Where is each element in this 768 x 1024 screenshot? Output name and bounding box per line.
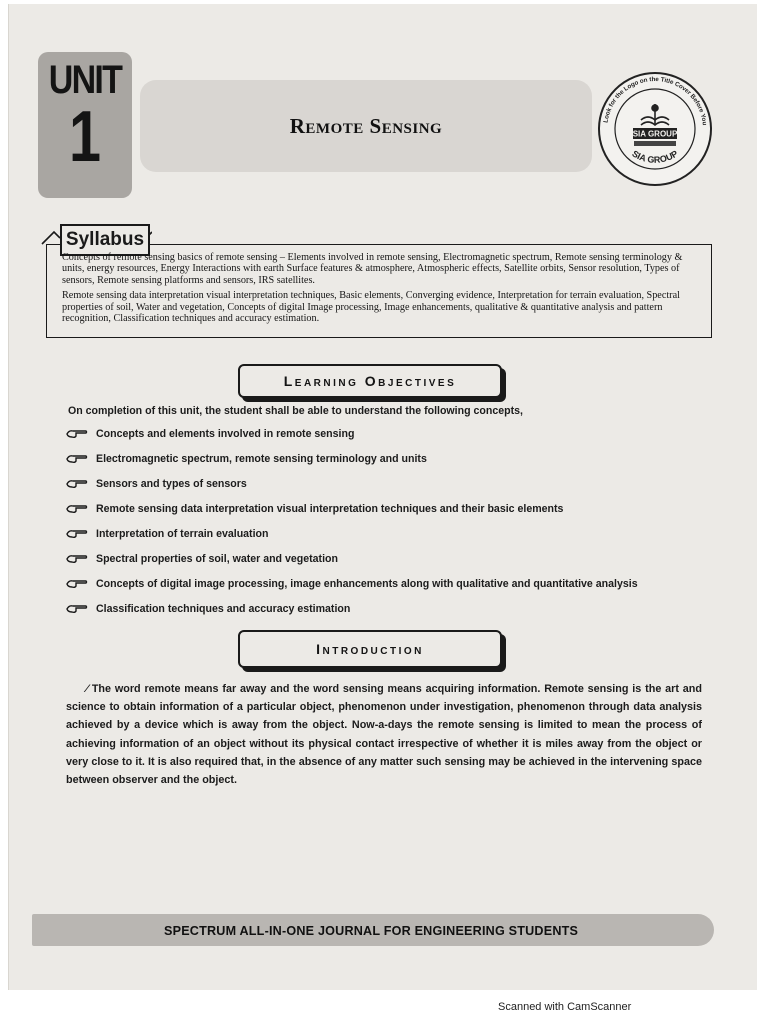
sia-group-seal-logo bbox=[596, 70, 714, 188]
unit-word: UNIT bbox=[48, 58, 122, 102]
objective-text: Interpretation of terrain evaluation bbox=[96, 528, 269, 540]
objective-text: Sensors and types of sensors bbox=[96, 478, 247, 490]
pointing-hand-icon bbox=[66, 479, 88, 489]
list-item bbox=[66, 603, 706, 628]
list-item bbox=[66, 553, 706, 578]
pointing-hand-icon bbox=[66, 579, 88, 589]
list-item bbox=[66, 578, 706, 603]
syllabus-text bbox=[62, 252, 702, 328]
pointing-hand-icon bbox=[66, 504, 88, 514]
list-item bbox=[66, 528, 706, 553]
svg-text:SIA GROUP: SIA GROUP bbox=[632, 129, 678, 139]
learning-objectives-heading: Learning Objectives bbox=[238, 364, 502, 398]
list-item bbox=[66, 478, 706, 503]
pen-tick-mark: ⁄ bbox=[86, 683, 88, 695]
syllabus-paragraph-2: Remote sensing data interpretation visual interpretation techniques, Basic elements, Converging evidence, Interpretation for terrain evaluation, Spectral properties of soil, Water and vegetation, Concepts of digital Image processing, Image enhancements, qualitative & quantitative analysis and pattern recognition, Classification techniques and accuracy estimation. bbox=[62, 290, 680, 325]
objective-text: Remote sensing data interpretation visual interpretation techniques and their basic elements bbox=[96, 503, 564, 515]
syllabus-label: Syllabus bbox=[60, 224, 150, 256]
list-item bbox=[66, 503, 706, 528]
objective-text: Spectral properties of soil, water and vegetation bbox=[96, 553, 338, 565]
chapter-title: Remote Sensing bbox=[289, 114, 443, 138]
scanner-watermark: Scanned with CamScanner bbox=[498, 1001, 632, 1013]
introduction-paragraph bbox=[66, 680, 702, 789]
svg-text:SIA GROUP: SIA GROUP bbox=[630, 148, 680, 165]
introduction-text: The word remote means far away and the word sensing means acquiring information. Remote sensing is the art and science to obtain information of a particular object, phenomenon under investigation, phenomenon through data analysis achieved by a device which is away from the object. Now-a-days the remote sensing is limited to mean the process of achieving information of an object without its physical contact irrespective of whether it is miles away from the object or very close to it. It is also required that, in the absence of any matter such sensing may be achieved in the intervening space between observer and the object. bbox=[66, 683, 702, 787]
pointing-hand-icon bbox=[66, 454, 88, 464]
syllabus-label-wrap bbox=[40, 222, 152, 254]
list-item bbox=[66, 428, 706, 453]
footer-text: SPECTRUM ALL-IN-ONE JOURNAL FOR ENGINEERING STUDENTS bbox=[164, 924, 579, 938]
syllabus-paragraph-1: Concepts of remote sensing basics of remote sensing – Elements involved in remote sensing, Electromagnetic spectrum, Remote sensing terminology & units, energy resources, Energy Interactions with earth Surface features & atmosphere, Atmospheric effects, Satellite orbits, Sensor resolution, Types of sensors, Remote sensing platforms and sensors, IRS satellites. bbox=[62, 252, 683, 286]
learning-objectives-intro: On completion of this unit, the student shall be able to understand the following concepts, bbox=[68, 405, 523, 417]
pointing-hand-icon bbox=[66, 554, 88, 564]
introduction-heading: Introduction bbox=[238, 630, 502, 668]
unit-number: 1 bbox=[68, 97, 102, 177]
objective-text: Concepts and elements involved in remote sensing bbox=[96, 428, 355, 440]
pointing-hand-icon bbox=[66, 429, 88, 439]
svg-text:Look for the Logo on the Title: Look for the Logo on the Title Cover Before You bbox=[602, 75, 708, 126]
list-item bbox=[66, 453, 706, 478]
objective-text: Concepts of digital image processing, image enhancements along with qualitative and quantitative analysis bbox=[96, 578, 638, 590]
objective-text: Classification techniques and accuracy estimation bbox=[96, 603, 351, 615]
pointing-hand-icon bbox=[66, 604, 88, 614]
pointing-hand-icon bbox=[66, 529, 88, 539]
title-bar bbox=[140, 80, 592, 172]
unit-badge bbox=[38, 52, 132, 198]
objective-text: Electromagnetic spectrum, remote sensing terminology and units bbox=[96, 453, 427, 465]
learning-objectives-list bbox=[66, 428, 706, 628]
